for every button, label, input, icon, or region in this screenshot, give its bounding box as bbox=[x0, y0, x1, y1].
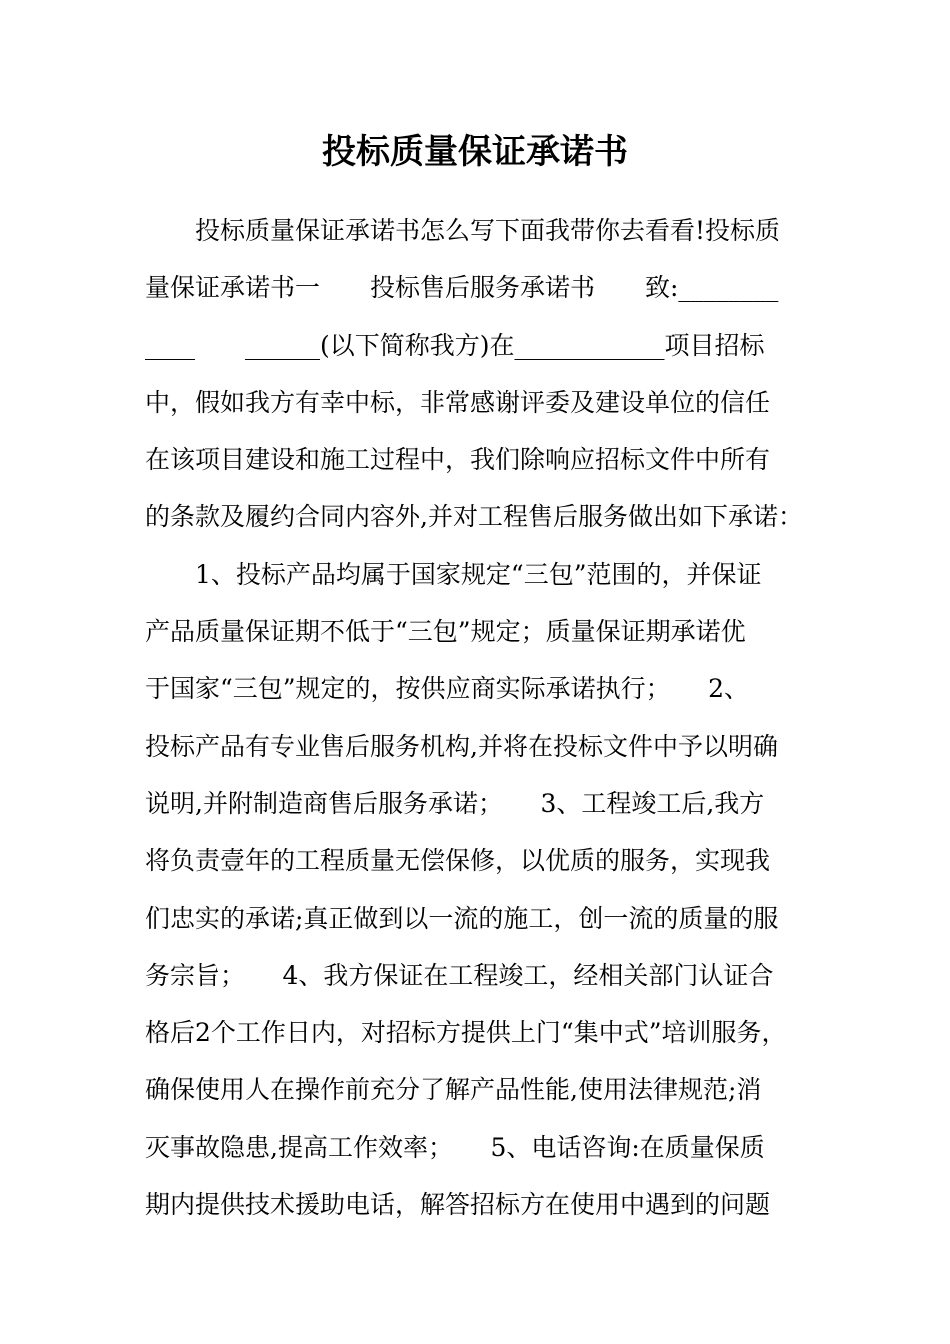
body-line-11: 说明,并附制造商售后服务承诺； 3、工程竣工后,我方 bbox=[145, 788, 765, 818]
body-line-16: 确保使用人在操作前充分了解产品性能,使用法律规范;消 bbox=[145, 1075, 762, 1105]
body-line-17: 灭事故隐患,提高工作效率； 5、电话咨询:在质量保质 bbox=[145, 1132, 765, 1162]
body-line-6: 的条款及履约合同内容外,并对工程售后服务做出如下承诺： bbox=[145, 502, 803, 532]
body-line-9: 于国家“三包”规定的，按供应商实际承诺执行； 2、 bbox=[145, 674, 749, 704]
body-line-2: 量保证承诺书一 投标售后服务承诺书 致:________ bbox=[145, 273, 779, 303]
body-line-5: 在该项目建设和施工过程中，我们除响应招标文件中所有 bbox=[145, 445, 771, 475]
body-line-8: 产品质量保证期不低于“三包”规定；质量保证期承诺优 bbox=[145, 617, 746, 647]
body-line-13: 们忠实的承诺;真正做到以一流的施工，创一流的质量的服 bbox=[145, 903, 779, 933]
body-line-15: 格后2个工作日内，对招标方提供上门“集中式”培训服务， bbox=[145, 1018, 787, 1048]
body-line-12: 将负责壹年的工程质量无偿保修，以优质的服务，实现我 bbox=[145, 846, 771, 876]
body-line-10: 投标产品有专业售后服务机构,并将在投标文件中予以明确 bbox=[145, 731, 778, 761]
body-line-7: 1、投标产品均属于国家规定“三包”范围的，并保证 bbox=[145, 559, 762, 589]
body-line-14: 务宗旨； 4、我方保证在工程竣工，经相关部门认证合 bbox=[145, 960, 774, 990]
body-line-1: 投标质量保证承诺书怎么写下面我带你去看看!投标质 bbox=[145, 216, 781, 245]
document-body bbox=[145, 202, 810, 1233]
document-title: 投标质量保证承诺书 bbox=[322, 132, 628, 172]
body-line-3: ____ ______(以下简称我方)在____________项目招标 bbox=[145, 330, 765, 360]
body-line-18: 期内提供技术援助电话，解答招标方在使用中遇到的问题 bbox=[145, 1190, 771, 1220]
body-line-4: 中，假如我方有幸中标，非常感谢评委及建设单位的信任 bbox=[145, 387, 771, 417]
